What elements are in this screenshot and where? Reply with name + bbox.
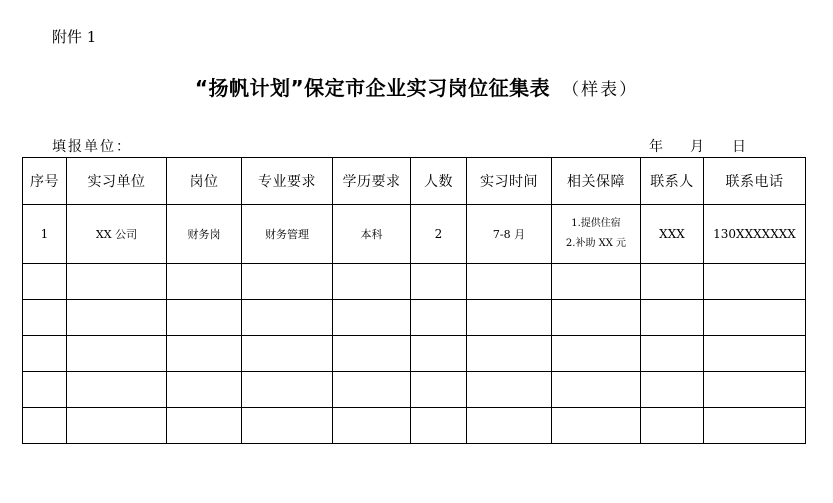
- empty-cell: [242, 336, 333, 372]
- empty-cell: [167, 336, 242, 372]
- empty-cell: [23, 372, 67, 408]
- empty-cell: [467, 336, 552, 372]
- table-row-empty: [23, 372, 806, 408]
- empty-cell: [641, 372, 704, 408]
- empty-cell: [641, 336, 704, 372]
- empty-cell: [242, 300, 333, 336]
- empty-cell: [333, 336, 411, 372]
- empty-cell: [467, 264, 552, 300]
- empty-cell: [411, 336, 467, 372]
- empty-cell: [552, 408, 641, 444]
- attachment-label: 附件 1: [52, 28, 97, 46]
- empty-cell: [167, 408, 242, 444]
- empty-cell: [67, 300, 167, 336]
- empty-cell: [333, 264, 411, 300]
- empty-cell: [333, 408, 411, 444]
- empty-cell: [242, 372, 333, 408]
- empty-cell: [67, 336, 167, 372]
- position-table: [22, 157, 806, 444]
- cell-count: 2: [411, 205, 467, 264]
- col-header-index: 序号: [23, 158, 67, 205]
- empty-cell: [242, 408, 333, 444]
- empty-cell: [704, 408, 806, 444]
- col-header-education: 学历要求: [333, 158, 411, 205]
- col-header-benefits: 相关保障: [552, 158, 641, 205]
- col-header-position: 岗位: [167, 158, 242, 205]
- empty-cell: [23, 336, 67, 372]
- table-row: [23, 205, 806, 264]
- empty-cell: [704, 264, 806, 300]
- col-header-period: 实习时间: [467, 158, 552, 205]
- empty-cell: [411, 264, 467, 300]
- title-block: [0, 72, 833, 101]
- empty-cell: [411, 408, 467, 444]
- cell-major: 财务管理: [242, 205, 333, 264]
- cell-benefits: [552, 205, 641, 264]
- cell-company: XX 公司: [67, 205, 167, 264]
- empty-cell: [552, 264, 641, 300]
- empty-cell: [467, 372, 552, 408]
- table-row-empty: [23, 264, 806, 300]
- empty-cell: [167, 300, 242, 336]
- empty-cell: [167, 372, 242, 408]
- cell-contact: XXX: [641, 205, 704, 264]
- empty-cell: [641, 264, 704, 300]
- empty-cell: [467, 300, 552, 336]
- empty-cell: [704, 372, 806, 408]
- cell-phone: 130XXXXXXX: [704, 205, 806, 264]
- col-header-count: 人数: [411, 158, 467, 205]
- empty-cell: [552, 300, 641, 336]
- cell-education: 本科: [333, 205, 411, 264]
- empty-cell: [411, 300, 467, 336]
- empty-cell: [552, 336, 641, 372]
- benefit-line: 1.提供住宿: [571, 218, 621, 229]
- empty-cell: [67, 372, 167, 408]
- empty-cell: [23, 408, 67, 444]
- page-title: “扬帆计划”保定市企业实习岗位征集表: [194, 76, 551, 100]
- day-label: 日: [732, 139, 746, 155]
- empty-cell: [67, 408, 167, 444]
- empty-cell: [333, 300, 411, 336]
- empty-cell: [242, 264, 333, 300]
- empty-cell: [704, 336, 806, 372]
- fill-unit-label: 填报单位：: [52, 139, 132, 155]
- table-row-empty: [23, 408, 806, 444]
- empty-cell: [641, 300, 704, 336]
- table-row-empty: [23, 300, 806, 336]
- col-header-phone: 联系电话: [704, 158, 806, 205]
- table-row-empty: [23, 336, 806, 372]
- empty-cell: [704, 300, 806, 336]
- title-note: （样表）: [562, 80, 639, 100]
- cell-position: 财务岗: [167, 205, 242, 264]
- empty-cell: [552, 372, 641, 408]
- cell-period: 7-8 月: [467, 205, 552, 264]
- empty-cell: [411, 372, 467, 408]
- empty-cell: [167, 264, 242, 300]
- empty-cell: [467, 408, 552, 444]
- month-label: 月: [690, 139, 704, 155]
- col-header-major: 专业要求: [242, 158, 333, 205]
- col-header-contact: 联系人: [641, 158, 704, 205]
- table-header-row: [23, 158, 806, 205]
- empty-cell: [641, 408, 704, 444]
- empty-cell: [23, 264, 67, 300]
- empty-cell: [67, 264, 167, 300]
- benefit-line: 2.补助 XX 元: [565, 238, 627, 249]
- col-header-company: 实习单位: [67, 158, 167, 205]
- year-label: 年: [649, 139, 663, 155]
- empty-cell: [333, 372, 411, 408]
- empty-cell: [23, 300, 67, 336]
- cell-index: 1: [23, 205, 67, 264]
